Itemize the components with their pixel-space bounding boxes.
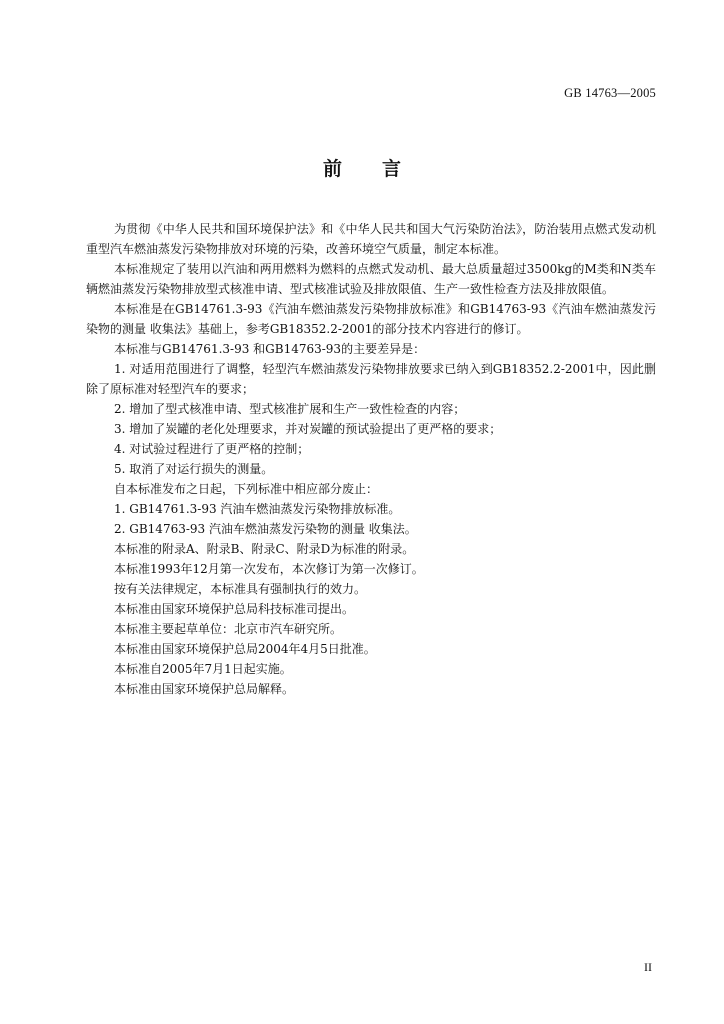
paragraph: 本标准的附录A、附录B、附录C、附录D为标准的附录。 — [114, 542, 415, 556]
list-item: 5. 取消了对运行损失的测量。 — [114, 462, 274, 476]
paragraph: 本标准与GB14761.3-93 和GB14763-93的主要差异是： — [114, 342, 426, 356]
list-item: 4. 对试验过程进行了更严格的控制； — [114, 442, 310, 456]
paragraph: 本标准由国家环境保护总局2004年4月5日批准。 — [114, 642, 376, 656]
paragraph: 自本标准发布之日起，下列标准中相应部分废止： — [114, 482, 379, 496]
paragraph: 为贯彻《中华人民共和国环境保护法》和《中华人民共和国大气污染防治法》，防治装用点燃式发动机重型汽车燃油蒸发污染物排放对环境的污染，改善环境空气质量，制定本标准。 — [86, 222, 656, 256]
list-item: 2. GB14763-93 汽油车燃油蒸发污染物的测量 收集法。 — [114, 522, 417, 536]
paragraph: 本标准规定了装用以汽油和两用燃料为燃料的点燃式发动机、最大总质量超过3500kg的M类和N类车辆燃油蒸发污染物排放型式核准申请、型式核准试验及排放限值、生产一致性检查方法及排放限值。 — [86, 262, 656, 296]
list-item: 1. 对适用范围进行了调整，轻型汽车燃油蒸发污染物排放要求已纳入到GB18352.2-2001中，因此删除了原标准对轻型汽车的要求； — [86, 362, 656, 396]
page-number: II — [644, 960, 652, 974]
page-title — [0, 154, 724, 181]
standard-number: GB 14763—2005 — [564, 86, 656, 100]
paragraph: 本标准自2005年7月1日起实施。 — [114, 662, 292, 676]
paragraph: 本标准主要起草单位：北京市汽车研究所。 — [114, 622, 343, 636]
title-char-1: 前 — [322, 158, 342, 180]
list-item: 3. 增加了炭罐的老化处理要求，并对炭罐的预试验提出了更严格的要求； — [114, 422, 502, 436]
list-item: 2. 增加了型式核准申请、型式核准扩展和生产一致性检查的内容； — [114, 402, 466, 416]
paragraph: 本标准1993年12月第一次发布，本次修订为第一次修订。 — [114, 562, 424, 576]
paragraph: 本标准由国家环境保护总局科技标准司提出。 — [114, 602, 355, 616]
title-char-2: 言 — [382, 158, 402, 180]
paragraph: 本标准是在GB14761.3-93《汽油车燃油蒸发污染物排放标准》和GB14763-93《汽油车燃油蒸发污染物的测量 收集法》基础上，参考GB18352.2-2001的部分技术内容进行的修订。 — [86, 302, 656, 336]
foreword-body — [86, 219, 656, 699]
paragraph: 按有关法律规定，本标准具有强制执行的效力。 — [114, 582, 367, 596]
list-item: 1. GB14761.3-93 汽油车燃油蒸发污染物排放标准。 — [114, 502, 401, 516]
paragraph: 本标准由国家环境保护总局解释。 — [114, 682, 295, 696]
